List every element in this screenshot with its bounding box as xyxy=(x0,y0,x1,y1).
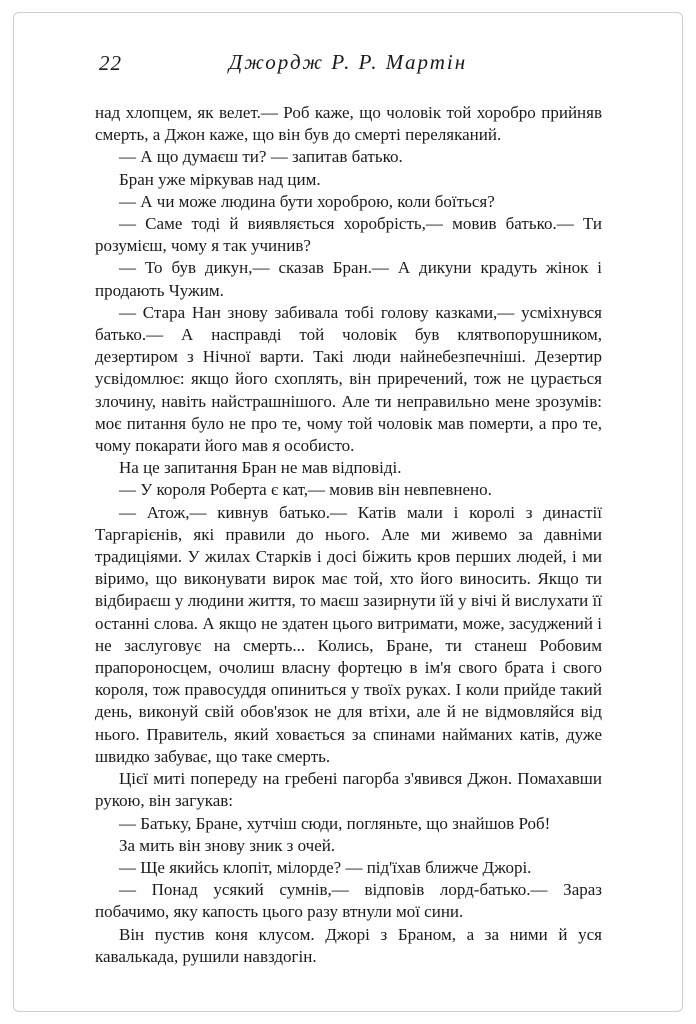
paragraph: На це запитання Бран не мав відповіді. xyxy=(119,458,402,478)
page-number: 22 xyxy=(99,51,122,75)
paragraph: над хлопцем, як велет.— Роб каже, що чоловік той хоробро прийняв смерть, а Джон каже, що він був до смерті переляканий. xyxy=(95,103,602,145)
paragraph: — Батьку, Бране, хутчіш сюди, погляньте, що знайшов Роб! xyxy=(119,813,551,833)
paragraph: — Понад усякий сумнів,— відповів лорд-батько.— Зараз побачимо, яку капость цього разу втнули мої сини. xyxy=(95,880,602,922)
running-header-title: Джордж Р. Р. Мартін xyxy=(228,50,468,74)
paragraph: — У короля Роберта є кат,— мовив він невпевнено. xyxy=(119,480,492,500)
running-head xyxy=(95,50,601,78)
paragraph: Бран уже міркував над цим. xyxy=(119,169,321,189)
paragraph: Цієї миті попереду на гребені пагорба з'явився Джон. Помахавши рукою, він загукав: xyxy=(95,769,602,811)
paragraph: Він пустив коня клусом. Джорі з Браном, а за ними й уся кавалькада, рушили навздогін. xyxy=(95,924,602,966)
body-text xyxy=(95,102,602,968)
paragraph: — А чи може людина бути хороброю, коли боїться? xyxy=(119,191,495,211)
paragraph: — А що думаєш ти? — запитав батько. xyxy=(119,147,403,167)
paragraph: — То був дикун,— сказав Бран.— А дикуни крадуть жінок і продають Чужим. xyxy=(95,258,602,300)
paragraph: — Саме тоді й виявляється хоробрість,— мовив батько.— Ти розумієш, чому я так учинив? xyxy=(95,214,602,256)
paragraph: — Ще якийсь клопіт, мілорде? — під'їхав ближче Джорі. xyxy=(119,857,532,877)
paragraph: За мить він знову зник з очей. xyxy=(119,835,336,855)
paragraph: — Стара Нан знову забивала тобі голову казками,— усміхнувся батько.— А насправді той чоловік був клятвопорушником, дезертиром з Нічної варти. Такі люди найнебезпечніші. Дезертир усвідомлює: якщо його схоплять, він приречений, тож не цурається злочину, навіть найстрашнішого. Але ти неправильно мене зрозумів: моє питання було не про те, чому той чоловік мав померти, а про те, чому покарати його мав я особисто. xyxy=(95,302,602,456)
paragraph: — Атож,— кивнув батько.— Катів мали і королі з династії Таргарієнів, які правили до нього. Але ми живемо за давніми традиціями. У жилах Старків і досі біжить кров перших людей, і ми віримо, що виконувати вирок має той, хто його виносить. Якщо ти відбираєш у людини життя, то маєш зазирнути їй у вічі й вислухати її останні слова. А якщо не здатен цього витримати, може, засуджений і не заслуговує на смерть... Колись, Бране, ти станеш Робовим прапороносцем, очолиш власну фортецю в ім'я свого брата і свого короля, тож правосуддя опиниться у твоїх руках. І коли прийде такий день, виконуй свій обов'язок не для втіхи, але й не відмовляйся від нього. Правитель, який ховається за спинами найманих катів, дуже швидко забуває, що таке смерть. xyxy=(95,502,602,766)
